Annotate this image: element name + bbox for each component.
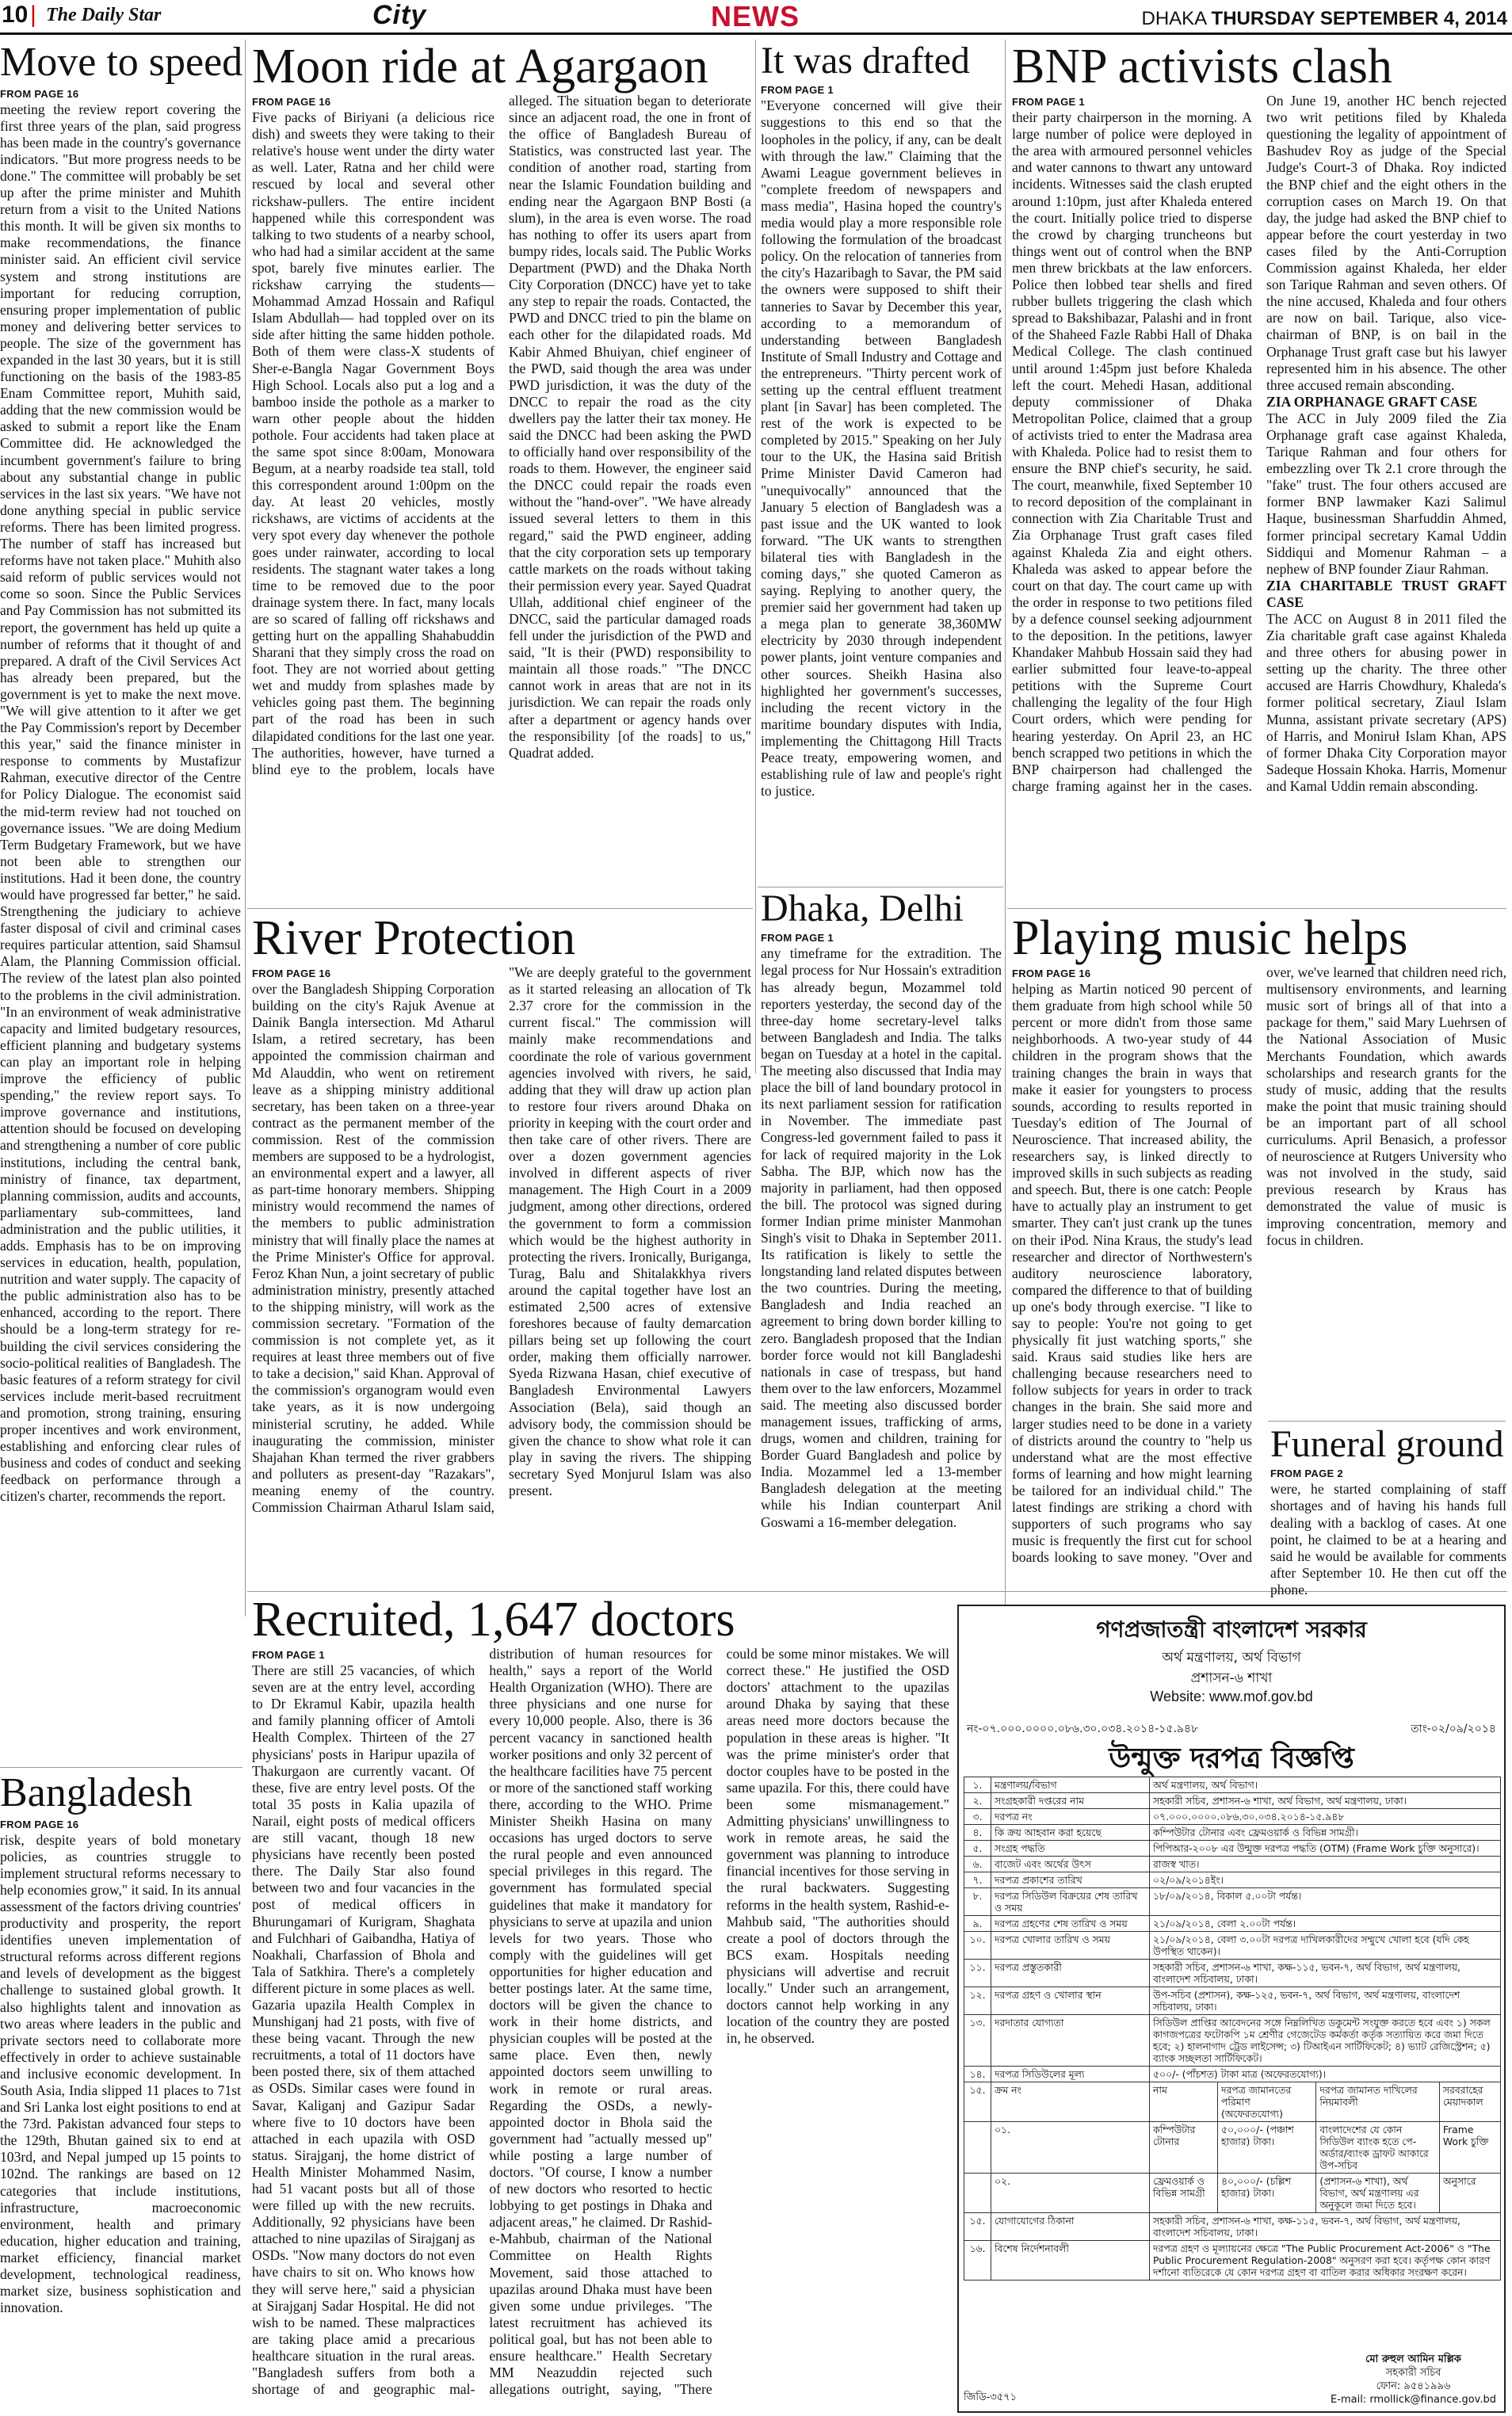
lot-name: ফ্রেমওয়ার্ক ও বিভিন্ন সামগ্রী	[1150, 2174, 1218, 2213]
row-label: দরপত্র প্রস্তুতকারী	[991, 1960, 1150, 1987]
dateline	[1141, 8, 1507, 30]
notice-row	[964, 1841, 1501, 1857]
story-text: over the Bangladesh Shipping Corporation building on the city's Rajuk Avenue at Dainik Bangla intersection. Md Atharul Islam, a retired secretary, has been appointed the commission chairman and Md Alauddin, who went on retirement leave as a shipping ministry additional secretary, has been taken on a three-year contract as the permanent member of the commission. Rest of the commission members are supposed to be a hydrologist, an environmental expert and a lawyer, all as part-time honorary members. Shipping ministry would recommend the names of the members to public administration ministry that will finally place the names at the Prime Minister's Office for approval. Feroz Khan Nun, a joint secretary of public administration ministry, presently attached to the shipping ministry, will work as the commission secretary. "Formation of the commission is not complete yet, as it requires at least three members out of five to take a decision," said Khan. Approval of the commission's organogram would even take years, as it is now undergoing ministerial scrutiny, he added. While inaugurating the commission, minister Shajahan Khan termed the river grabbers and polluters as present-day "Razakars", meaning enemy of the country. Commission Chairman Atharul Islam said, "We are deeply grateful to the government as it started releasing an allocation of Tk 2.37 crore for the commission in the current fiscal." The commission will mainly make recommendations and coordinate the role of various government agencies involved with rivers, he said, adding that they will draw up action plan to restore four rivers around Dhaka on priority in keeping with the court order and then take care of other rivers. There are over a dozen government agencies involved in different aspects of river management. The High Court in a 2009 judgment, among other directions, ordered the government to form a commission which would be the highest authority in protecting the rivers. Ironically, Buriganga, Turag, Balu and Shitalakkhya rivers around the capital together have lost an estimated 2,500 acres of extensive foreshores because of faulty demarcation pillars being set up following the court order, making them officially narrower. Syeda Rizwana Hasan, chief executive of Bangladesh Environmental Lawyers Association (Bela), said though an advisory body, the commission should be given the chance to show what role it can play in saving the rivers. The shipping secretary Syed Monjurul Islam was also present.	[252, 964, 751, 1515]
notice-row	[964, 2015, 1501, 2067]
jump-line: FROM PAGE 16	[252, 96, 331, 109]
lot-n: ০২.	[991, 2174, 1150, 2213]
story-divider	[1007, 908, 1506, 909]
notice-row	[964, 1857, 1501, 1872]
row-label: মন্ত্রণালয়/বিভাগ	[991, 1777, 1150, 1793]
notice-row	[964, 1932, 1501, 1960]
headline: Dhaka, Delhi	[761, 887, 964, 929]
signer-email: E-mail: rmollick@finance.gov.bd	[1331, 2394, 1496, 2406]
row-number: ১৪.	[964, 2067, 991, 2082]
lot-spacer	[964, 2174, 991, 2213]
row-number: ৩.	[964, 1809, 991, 1825]
row-label: দরপত্র সিডিউলের মূল্য	[991, 2067, 1150, 2082]
row-value: ২১/০৯/২০১৪, বেলা ৩.০০টা দরপত্র দাখিলকারীদের সম্মুখে খোলা হবে (যদি কেহ উপস্থিত থাকেন)।	[1150, 1932, 1501, 1960]
lots-header-cell: সরবরাহের মেয়াদকাল	[1439, 2082, 1500, 2122]
story-river-protection	[252, 913, 751, 1588]
row-value: ০২/০৯/২০১৪ইং।	[1150, 1872, 1501, 1888]
notice-row	[964, 1888, 1501, 1916]
notice-row	[964, 1777, 1501, 1793]
notice-row	[964, 2067, 1501, 2082]
category-label: NEWS	[711, 0, 800, 32]
row-number: ১৫.	[964, 2082, 991, 2122]
story-body: "Everyone concerned will give their suggestions to this end so that the loopholes in the policy, if any, can be dealt with through the law." Claiming that the Awami League government believes in "complete freedom of newspapers and mass media", Hasina hoped the country's media would play a more responsible role following the formulation of the broadcast policy. On the relocation of tanneries from the city's Hazaribagh to Savar, the PM said the owners were supposed to shift their tanneries to Savar by December this year, according to a memorandum of understanding between Bangladesh Institute of Small Industry and Cottage and the entrepreneurs. "Thirty percent work of setting up the central effluent treatment plant [in Savar] has been completed. The rest of the work is expected to be completed by 2015." Speaking on her July tour to the UK, the Hasina said British Prime Minister David Cameron had "unequivocally" announced that the January 5 election of Bangladesh was a past issue and the UK wanted to look forward. "The UK wants to strengthen bilateral ties with Bangladesh in the coming days," she quoted Cameron as saying. Replying to another query, the premier said her government had taken up a mega plan to generate 38,360MW electricity by 2030 through independent power plants, joint venture companies and other sources. Sheikh Hasina also highlighted her government's successes, including the recent victory in the maritime boundary disputes with India, implementing the Chittagong Hill Tracts Peace treaty, empowering women, and establishing rule of law and people's right to justice.	[761, 97, 1002, 800]
headline: Move to speed	[0, 40, 243, 85]
subhead: ZIA CHARITABLE TRUST GRAFT CASE	[1266, 577, 1506, 610]
story-it-was-drafted	[761, 41, 1002, 884]
story-body	[252, 1646, 949, 2406]
notice-date: তাং-০২/০৯/২০১৪	[1411, 1723, 1496, 1735]
headline: It was drafted	[761, 40, 970, 82]
story-move-to-speed	[0, 41, 241, 1765]
story-bnp-clash	[1012, 41, 1506, 905]
tender-notice-ad	[957, 1605, 1506, 2413]
column-rule	[245, 40, 246, 1616]
row-number: ১০.	[964, 1932, 991, 1960]
lot-amount: ৪০,০০০/- (চল্লিশ হাজার) টাকা।	[1217, 2174, 1315, 2213]
dateline-city: DHAKA	[1141, 8, 1206, 29]
row-label: দরদাতার যোগ্যতা	[991, 2015, 1150, 2067]
story-body	[1012, 93, 1506, 893]
notice-row	[964, 1987, 1501, 2015]
lot-spacer	[964, 2122, 991, 2174]
lot-rule: বাংলাদেশের যে কোন সিডিউল ব্যাংক হতে পে-অর্ডার/ব্যাংক ড্রাফট আকারে উপ-সচিব	[1316, 2122, 1440, 2174]
column-rule	[755, 40, 756, 1074]
signer-name: মো রুহুল আমিন মল্লিক	[1365, 2353, 1461, 2365]
story-dhaka-delhi	[761, 889, 1002, 1588]
dateline-date: THURSDAY SEPTEMBER 4, 2014	[1211, 8, 1507, 29]
story-body: were, he started complaining of staff shortages and of having his hands full dealing with a backlog of cases. At one point, he claimed to be at a hearing and said he would be available for comments after September 10. He then cut off the phone.	[1270, 1481, 1506, 1597]
story-body: risk, despite years of bold monetary policies, as countries struggle to implement structural reforms necessary to help economies grow," it said. In its annual assessment of the factors driving countries' productivity and prosperity, the report identifies uneven implementation of structural reforms across different regions and levels of development as the biggest challenge to sustained global growth. It also highlights talent and innovation as two areas where leaders in the public and private sectors need to collaborate more effectively in order to achieve sustainable and inclusive economic development. In South Asia, India slipped 11 places to 71st and Sri Lanka lost eight positions to end at the 73rd. Pakistan advanced four steps to the 129th, Bhutan gained six to end at 103rd, and Nepal jumped up 15 points to 102nd. The rankings are based on 12 categories that include institutions, infrastructure, macroeconomic environment, health and primary education, higher education and training, market efficiency, financial market development, technological readiness, market size, business sophistication and innovation.	[0, 1831, 241, 2316]
lot-n: ০১.	[991, 2122, 1150, 2174]
row-label: দরপত্র নং	[991, 1809, 1150, 1825]
row-number: ২.	[964, 1793, 991, 1809]
notice-table	[964, 1777, 1501, 2281]
signer-title: সহকারী সচিব	[1385, 2367, 1441, 2379]
row-label: সংগ্রহ পদ্ধতি	[991, 1841, 1150, 1857]
column-rule	[1005, 40, 1006, 1616]
row-label: বিশেষ নির্দেশনাবলী	[991, 2241, 1150, 2281]
jump-line: FROM PAGE 16	[252, 968, 331, 980]
story-text: Five packs of Biriyani (a delicious rice dish) and sweets they were taking to their relative's house went under the dirty water as well. Later, Ratna and her child were rescued by local and several other rickshaw-pullers. The entire incident happened while this correspondent was talking to two students of a nearby school, who had had a similar accident at the same spot, barely five minutes earlier. The rickshaw carrying the students—Mohammad Amzad Hossain and Rafiqul Islam Abdullah— had toppled over on its side after hitting the same hidden pothole. Both of them were class-X students of Sher-e-Bangla Nagar Government Boys High School. Locals also put a log and a bamboo inside the pothole as a marker to warn other people about the hidden pothole. Four accidents had taken place at the same spot since 8:00am, Monowara Begum, at a nearby roadside tea stall, told this correspondent around 1:00pm on the day. At least 20 vehicles, mostly rickshaws, are victims of accidents at the very spot every day whenever the pothole goes under rainwater, according to local residents. The stagnant water takes a long time to be removed due to the poor drainage system there. In fact, many locals are so scared of falling off rickshaws and getting hurt on the appalling Shahabuddin Sharani that they simply cross the road on foot. They are not worried about getting wet and muddy from splashes made by vehicles going past them. The beginning part of the road has been in such dilapidated conditions for the last one year. The authorities, however, have turned a blind eye to the problem, locals have alleged. The situation began to deteriorate since an adjacent road, the one in front of the office of Bangladesh Bureau of Statistics, was constructed last year. The condition of another road, starting from near the Islamic Foundation building and ending near the Agargaon BNP Bosti (a slum), in the area is even worse. The road has nothing to offer its users apart from bumpy rides, locals said. The Public Works Department (PWD) and the Dhaka North City Corporation (DNCC) have yet to take any step to repair the roads. Contacted, the PWD and DNCC tried to pin the blame on each other for the dilapidated roads. Md Kabir Ahmed Bhuiyan, chief engineer of the PWD, said though the area was under PWD jurisdiction, it was the duty of the DNCC to repair the road as the city dwellers pay the latter their tax money. He said the DNCC had been asking the PWD to officially hand over responsibility of the roads to them. However, the engineer said the DNCC could repair the roads even without the "hand-over". "We have already issued several letters to them in this regard," said the PWD engineer, adding that the city corporation sets up temporary cattle markets on the roads without taking their permission every year. Sayed Quadrat Ullah, additional chief engineer of the DNCC, said the particular damaged roads fell under the jurisdiction of the PWD and said, "It is their (PWD) responsibility to maintain all those roads." "The DNCC cannot work in areas that are not in its jurisdiction. We can repair the roads only after a department or agency hands over the responsibility [of the roads] to us," Quadrat added.	[252, 93, 751, 777]
page-number: 10	[2, 2, 29, 28]
signer-phone: ফোন: ৯৫৪১৯৯৬	[1376, 2380, 1451, 2392]
row-value: অর্থ মন্ত্রণালয়, অর্থ বিভাগ।	[1150, 1777, 1501, 1793]
lot-rule: (প্রশাসন-৬ শাখা), অর্থ বিভাগ, অর্থ মন্ত্রণালয় এর অনুকূলে জমা দিতে হবে।	[1316, 2174, 1440, 2213]
jump-line: FROM PAGE 1	[761, 84, 834, 97]
subhead: ZIA ORPHANAGE GRAFT CASE	[1266, 393, 1478, 410]
story-text: their party chairperson in the morning. A large number of police were deployed in the area with armoured personnel vehicles and water cannons to thwart any untoward incidents. Witnesses said the clash erupted around 1:10pm, just after Khaleda entered the court. Initially police tried to disperse the crowd by charging truncheons but things went out of control when the BNP men threw brickbats at the law enforcers. Police then lobbed tear shells and fired rubber bullets triggering the clash which spread to Bakshibazar, Palashi and in front of the Shaheed Fazle Rabbi Hall of Dhaka Medical College. The clash continued until around 1:45pm just before Khaleda left the court. Mehedi Hasan, additional deputy commissioner of Dhaka Metropolitan Police, claimed that a group of activists tried to enter the Madrasa area with Khaleda. Police had to resist them to ensure the BNP chief's security, he said. The court, meanwhile, fixed September 10 to record deposition of the complainant in connection with Zia Charitable Trust and Zia Orphanage Trust graft cases filed against Khaleda Zia and eight others. Khaleda was asked to appear before the court on that day. The court came up with the order in response to two petitions filed by a defence counsel seeking adjournment to the deposition. In the petitions, lawyer Khandaker Mahbub Hossain said they had earlier submitted four leave-to-appeal petitions with the Supreme Court challenging the legality of the four High Court orders, which were pending for hearing yesterday. On April 23, an HC bench scrapped two petitions in which the BNP chairperson had challenged the charge framing against her in the cases. On June 19, another HC bench rejected two writ petitions filed by Khaleda questioning the legality of appointment of Bashudev Roy as judge of the Special Judge's Court-3 of Dhaka. Roy indicted the BNP chief and the eight others in the corruption cases on March 19. On that day, the judge had asked the BNP chief to appear before the court yesterday in two cases filed by the Anti-Corruption Commission against Khaleda, her elder son Tarique Rahman and seven others. Of the nine accused, Khaleda and four others are now on bail. Tarique, also vice-chairman of BNP, is on bail in the Orphanage Trust graft case but his lawyer represented him in his absence. The other three accused remain absconding.	[1012, 93, 1506, 794]
row-value: কম্পিউটার টোনার এবং ফ্রেমওয়ার্ক ও বিভিন্ন সামগ্রী।	[1150, 1825, 1501, 1841]
story-funeral-ground	[1270, 1423, 1506, 1597]
row-value: ২১/০৯/২০১৪, বেলা ২.০০টা পর্যন্ত।	[1150, 1916, 1501, 1932]
row-number: ১৬.	[964, 2241, 991, 2281]
notice-branch: প্রশাসন-৬ শাখা	[1190, 1670, 1273, 1686]
row-number: ৮.	[964, 1888, 991, 1916]
notice-row	[964, 1793, 1501, 1809]
lots-header-cell: দরপত্র জামানত দাখিলের নিয়মাবলী	[1316, 2082, 1440, 2122]
story-text: The ACC in July 2009 filed the Zia Orphanage graft case against Khaleda, Tarique Rahman and four others for embezzling over Tk 2.1 crore through the "fake" trust. The four others accused are former BNP lawmaker Kazi Salimul Haque, businessman Sharfuddin Ahmed, former principal secretary Kamal Uddin Siddiqui and Momenur Rahman – a nephew of BNP founder Ziaur Rahman.	[1266, 410, 1506, 577]
story-body: any timeframe for the extradition. The legal process for Nur Hossain's extradition has already begun, Mozammel told reporters yesterday, the second day of the three-day home secretary-level talks between Bangladesh and India. The talks began on Tuesday at a hotel in the capital. The meeting also discussed that India may place the bill of land boundary protocol in its next parliament session for ratification in November. The immediate past Congress-led government failed to pass it for lack of required majority in the Lok Sabha. The BJP, which now has the majority in parliament, had then opposed the bill. The protocol was signed during former Indian prime minister Manmohan Singh's visit to Dhaka in September 2011. Its ratification is likely to settle the longstanding land related disputes between the two countries. During the meeting, Bangladesh and India reached an agreement to bring down border killing to zero. Bangladesh proposed that the Indian border force would not kill Bangladeshi nationals in case of trespass, but hand them over to the law enforcers, Mozammel said. The meeting also discussed border management issues, trafficking of arms, drugs, women and children, training for Border Guard Bangladesh and police by India. Mozammel led a 13-member Bangladesh delegation at the meeting while his Indian counterpart Anil Goswami a 16-member delegation.	[761, 945, 1002, 1530]
jump-line: FROM PAGE 16	[1012, 968, 1091, 980]
row-label: দরপত্র সিডিউল বিক্রয়ের শেষ তারিখ ও সময়	[991, 1888, 1150, 1916]
jump-line: FROM PAGE 1	[761, 932, 834, 945]
story-text: helping as Martin noticed 90 percent of them graduate from high school while 50 percent or more didn't from those same neighborhoods. A two-year study of 44 children in the program shows that the training changes the brain in ways that make it easier for youngsters to process sounds, according to results reported in Tuesday's edition of The Journal of Neuroscience. That increased ability, the researchers say, is linked directly to improved skills in such subjects as reading and speech. But, there is one catch: People have to actually play an instrument to get smarter. They can't just crank up the tunes on their iPod. Nina Kraus, the study's lead researcher and director of Northwestern's auditory neuroscience laboratory, compared the difference to that of building up one's body through exercise. "I like to say to people: You're not going to get physically fit just watching sports," she said. Kraus said studies like hers are challenging because researchers need to follow subjects for years in order to track changes in the brain. She said more and larger studies need to be done in a variety of districts around the country to "help us understand what are the most effective forms of learning and how might learning be tailored for an individual child." The latest findings are striking a chord with supporters of such programs who say music is frequently the first cut for school boards looking to save money. "Over and over, we've learned that children need rich, multisensory environments, and learning music sort of brings all of that into a package for them," said Mary Luehrsen of the National Association of Music Merchants Foundation, which awards scholarships and research grants for the study of music, adding that the results make the point that music training should be an important part of all school curriculums. April Benasich, a professor of neuroscience at Rutgers University who was not involved in the study, said previous research by Kraus has demonstrated the value of music is improving concentration, memory and focus in children.	[1012, 964, 1506, 1566]
row-number: ৭.	[964, 1872, 991, 1888]
row-label: সংগ্রহকারী দপ্তরের নাম	[991, 1793, 1150, 1809]
row-number: ১১.	[964, 1960, 991, 1987]
page-number-separator: |	[30, 2, 36, 28]
row-value: উপ-সচিব (প্রশাসন), কক্ষ-১২৫, ভবন-৭, অর্থ বিভাগ, অর্থ মন্ত্রণালয়, বাংলাদেশ সচিবালয়, ঢাকা।	[1150, 1987, 1501, 2015]
page-masthead	[0, 0, 1512, 35]
lot-name: কম্পিউটার টোনার	[1150, 2122, 1218, 2174]
notice-signature-block	[1331, 2353, 1496, 2406]
story-body: meeting the review report covering the first three years of the plan, said progress has been made in the country's governance indicators. "But more progress needs to be done." The committee will probably be set up after the prime minister and Muhith return from a visit to the United Nations this month. It will be given six months to make recommendations, the finance minister said. An efficient civil service system and strong institutions are important for reducing corruption, ensuring proper implementation of public money and delivering better services to people. The size of the government has expanded in the last 30 years, but it is still functioning on the basis of the 1983-85 Enam Committee report, Muhith said, adding that the new commission would be asked to submit a report like the Enam Committee did. He acknowledged the incumbent government's failure to bring about any substantial change in public services in the last six years. "We have not done anything special in public service reforms. There has been limited progress. The number of staff has increased but reforms have not taken place." Muhith also said reform of public services would not come so soon. Since the Public Services and Pay Commission has not submitted its report, the government has held up quite a number of reforms that it thought of and prepared. A draft of the Civil Services Act has already been prepared, but the government is yet to make the next move. "We will give attention to it after we get the Pay Commission's report by December this year," said the finance minister in response to comments by Mustafizur Rahman, executive director of the Centre for Policy Dialogue. The economist said the mid-term review had not touched on governance issues. "We are doing Medium Term Budgetary Framework, but we have not been able to strengthen our institutions. Had it been done, the country would have progressed far better," he said. Strengthening the judiciary to achieve faster disposal of civil and criminal cases requires particular attention, said Shamsul Alam, the Planning Commission official. The review of the latest plan also pointed to the problems in the civil administration. "In an environment of weak administrative capacity and limited budgetary resources, efficient planning and budgetary systems can play an important role in helping improve the efficiency of public spending," the review report says. To improve governance and institutions, attention should be focused on developing and strengthening a number of core public institutions, including the central bank, ministry of finance, tax department, planning commission, audits and accounts, parliamentary sub-committees, land administration and the public utilities, it adds. Emphasis has to be on improving services in education, health, population, nutrition and water supply. The capacity of the public administration also has to be enhanced, according to the report. There should be a long-term strategy for re-building the civil services considering the socio-political realities of Bangladesh. The basic features of a reform strategy for civil services include merit-based recruitment and promotion, strong training, ensuring proper incentives and work environment, establishing and enforcing clear rules of business and codes of conduct and seeking feedback on performance through a citizen's charter, recommends the report.	[0, 101, 241, 1505]
row-label: কি ক্রয় আহবান করা হয়েছে	[991, 1825, 1150, 1841]
row-number: ১৩.	[964, 2015, 991, 2067]
story-recruited-doctors	[252, 1594, 949, 2414]
story-divider	[0, 1767, 242, 1768]
notice-row	[964, 1825, 1501, 1841]
lot-term: অনুসারে	[1439, 2174, 1500, 2213]
headline: Playing music helps	[1012, 911, 1408, 965]
lots-header-row	[964, 2082, 1501, 2122]
row-number: ১২.	[964, 1987, 991, 2015]
story-body	[252, 93, 751, 893]
lot-term: Frame Work চুক্তি	[1439, 2122, 1500, 2174]
lots-header-cell: দরপত্র জামানতের পরিমাণ (অফেরতযোগ্য)	[1217, 2082, 1315, 2122]
row-number: ৪.	[964, 1825, 991, 1841]
notice-row	[964, 1872, 1501, 1888]
headline: Recruited, 1,647 doctors	[252, 1593, 735, 1647]
row-number: ১৫.	[964, 2213, 991, 2241]
notice-govt-title: গণপ্রজাতন্ত্রী বাংলাদেশ সরকার	[1096, 1616, 1367, 1643]
story-text: The ACC on August 8 in 2011 filed the Zia charitable graft case against Khaleda and three others for abusing power in setting up the charity. The three other accused are Harris Chowdhury, Khaleda's former political secretary, Ziaul Islam Munna, assistant private secretary (APS) of Harris, and Moniruł Islam Khan, APS of former Dhaka City Corporation mayor Sadeque Hossain Khoka. Harris, Momenur and Kamal Uddin remain absconding.	[1266, 611, 1506, 794]
row-value: সহকারী সচিব, প্রশাসন-৬ শাখা, অর্থ বিভাগ, অর্থ মন্ত্রণালয়, ঢাকা।	[1150, 1793, 1501, 1809]
section-label: City	[372, 0, 427, 30]
row-value: রাজস্ব খাত।	[1150, 1857, 1501, 1872]
notice-row	[964, 2213, 1501, 2241]
notice-dfp-code: জিডি-৩৫৭১	[964, 2391, 1018, 2403]
notice-row	[964, 1916, 1501, 1932]
notice-ministry: অর্থ মন্ত্রণালয়, অর্থ বিভাগ	[1162, 1650, 1301, 1666]
story-body	[252, 964, 751, 1578]
row-value: সহকারী সচিব, প্রশাসন-৬ শাখা, কক্ষ-১১৫, ভবন-৭, অর্থ বিভাগ, অর্থ মন্ত্রণালয়, বাংলাদেশ সচিবালয়, ঢাকা।	[1150, 1960, 1501, 1987]
jump-line: FROM PAGE 2	[1270, 1468, 1343, 1480]
row-value: সহকারী সচিব, প্রশাসন-৬ শাখা, কক্ষ-১১৫, ভবন-৭, অর্থ বিভাগ, অর্থ মন্ত্রণালয়, বাংলাদেশ সচিবালয়, ঢাকা।	[1150, 2213, 1501, 2241]
notice-title: উন্মুক্ত দরপত্র বিজ্ঞপ্তি	[1109, 1742, 1354, 1775]
row-value: পিপিআর-২০০৮ এর উন্মুক্ত দরপত্র পদ্ধতি (OTM) (Frame Work চুক্তি অনুসারে)।	[1150, 1841, 1501, 1857]
lots-header-cell: ক্রম নং	[991, 2082, 1150, 2122]
headline: River Protection	[252, 911, 576, 965]
row-number: ১.	[964, 1777, 991, 1793]
jump-line: FROM PAGE 16	[0, 1818, 79, 1830]
row-value: ১৮/০৯/২০১৪, বিকাল ৫.০০টা পর্যন্ত।	[1150, 1888, 1501, 1916]
row-value: সিডিউল প্রাপ্তির আবেদনের সঙ্গে নিম্নলিখিত ডকুমেন্ট সংযুক্ত করতে হবে এবং ১) সকল কাগজপত্রের ফটোকপি ১ম শ্রেণীর গেজেটেড কর্মকর্তা কর্তৃক সত্যায়িত করে জমা দিতে হবে; ২) হালনাগাদ ট্রেড লাইসেন্স; ৩) টিআইএন সার্টিফিকেট; ৪) ভ্যাট রেজিস্ট্রেশন; ৫) ব্যাংক সচ্ছলতা সার্টিফিকেট।	[1150, 2015, 1501, 2067]
row-value: ৫০০/- (পাঁচশত) টাকা মাত্র (অফেরতযোগ্য)।	[1150, 2067, 1501, 2082]
notice-website: Website: www.mof.gov.bd	[1150, 1689, 1313, 1704]
story-divider	[247, 908, 753, 909]
story-text: There are still 25 vacancies, of which seven are at the entry level, according to Dr Ekramul Kabir, upazila health and family planning officer of Amtoli Health Complex. Thirteen of the 27 physicians' posts in Haripur upazila of Thakurgaon are currently vacant. Of these, five are entry level posts. Of the total 35 posts in Kalia upazila of Narail, eight posts of medical officers are still vacant, though 18 new physicians have recently been posted there. The Daily Star also found between two and four vacancies in the post of medical officers in Bhurungamari of Kurigram, Shaghata and Fulchhari of Gaibandha, Hatiya of Noakhali, Charfassion of Bhola and Tala of Satkhira. There's a completely different picture in some places as well. Gazaria upazila Health Complex in Munshiganj had 21 posts, with five of these being vacant. Through the new recruitments, a total of 11 doctors have been posted there, six of them attached as OSDs. Similar cases were found in Savar, Kaliganj and Gazipur Sadar where five to 10 doctors have been attached in each upazila with OSD status. Sirajganj, the home district of Health Minister Mohammed Nasim, had 51 vacant posts but all of those were filled up with the new recruits. Additionally, 92 physicians have been attached to nine upazilas of Sirajganj as OSDs. "Now many doctors do not even have chairs to sit on. Who knows how they will serve here," said a physician at Sirajganj Sadar Hospital. He did not wish to be named. These malpractices are taking place amid a precarious healthcare situation in the rural areas. "Bangladesh suffers from both a shortage of and geographic mal-distribution of human resources for health," says a report of the World Health Organization (WHO). There are three physicians and one nurse for every 10,000 people. Also, there is 36 percent vacancy in sanctioned health worker positions and only 32 percent of the healthcare facilities have 75 percent or more of the sanctioned staff working there, according to the WHO. Prime Minister Sheikh Hasina on many occasions has urged doctors to serve the rural people and even announced special privileges in this regard. The government has formulated special guidelines that make it mandatory for physicians to serve at upazila and union levels for two years. Those who comply with the guidelines will get opportunities for higher education and better postings later. At the same time, doctors will be given the chance to work in their home districts, and physician couples will be posted at the same place. Even then, newly appointed doctors seem unwilling to work in remote or rural areas. Regarding the OSDs, a newly-appointed doctor in Bhola said the government had "actually messed up" while posting a large number of doctors. "Of course, I know a number of new doctors who resorted to hectic lobbying to get postings in Dhaka and adjacent areas," he claimed. Dr Rashid-e-Mahbub, chairman of the National Committee on Health Rights Movement, said those attached to upazilas around Dhaka must have been given some undue privileges. "The latest recruitment has achieved its political goal, but has not been able to ensure healthcare." Health Secretary MM Neazuddin rejected such allegations outright, saying, "There could be some minor mistakes. We will correct these." He justified the OSD doctors' attachment to the upazilas around Dhaka by saying that these areas need more doctors because the population in these areas is higher. "It was the prime minister's order that doctor couples have to be posted in the same upazila. For this, there could have been some mismanagement." Admitting physicians' unwillingness to work in remote areas, he said the government was planning to introduce financial incentives for those serving in the rural backwaters. Suggesting reforms in the health system, Rashid-e-Mahbub said, "The authorities should create a pool of doctors through the BCS exam. Hospitals needing physicians will advertise and recruit locally." Under such an arrangement, doctors cannot help working in any location of the country they are posted in, he observed.	[252, 1646, 949, 2398]
headline: BNP activists clash	[1012, 40, 1392, 94]
row-number: ৯.	[964, 1916, 991, 1932]
newspaper-name: The Daily Star	[46, 5, 162, 25]
row-label: দরপত্র খোলার তারিখ ও সময়	[991, 1932, 1150, 1960]
headline: Bangladesh	[0, 1770, 193, 1815]
notice-memo-number: নং-০৭.০০০.০০০০.০৮৬.৩০.০৩৪.২০১৪-১৫.৯৪৮	[967, 1723, 1199, 1735]
row-label: দরপত্র প্রকাশের তারিখ	[991, 1872, 1150, 1888]
jump-line: FROM PAGE 16	[0, 87, 79, 100]
row-value: ০৭.০০০.০০০০.০৮৬.৩০.০৩৪.২০১৪-১৫.৯৪৮	[1150, 1809, 1501, 1825]
row-number: ৬.	[964, 1857, 991, 1872]
row-label: দরপত্র গ্রহণ ও খোলার স্থান	[991, 1987, 1150, 2015]
row-number: ৫.	[964, 1841, 991, 1857]
lot-row	[964, 2174, 1501, 2213]
headline: Funeral ground	[1270, 1423, 1504, 1465]
headline: Moon ride at Agargaon	[252, 40, 708, 94]
story-moon-ride	[252, 41, 751, 905]
notice-row	[964, 2241, 1501, 2281]
notice-row	[964, 1809, 1501, 1825]
row-value: দরপত্র গ্রহণ ও মূল্যায়নের ক্ষেত্রে "The Public Procurement Act-2006" ও "The Public Procurement Regulation-2008" অনুসরণ করা হবে। কর্তৃপক্ষ কোন কারণ দর্শানো ব্যতিরেকে যে কোন দরপত্র গ্রহণ বা বাতিল করার অধিকার সংরক্ষণ করেন।	[1150, 2241, 1501, 2281]
story-bangladesh	[0, 1772, 241, 2414]
jump-line: FROM PAGE 1	[252, 1649, 325, 1662]
row-label: বাজেট এবং অর্থের উৎস	[991, 1857, 1150, 1872]
jump-line: FROM PAGE 1	[1012, 96, 1085, 109]
lot-row	[964, 2122, 1501, 2174]
lots-header-cell: নাম	[1150, 2082, 1218, 2122]
lot-amount: ৫০,০০০/- (পঞ্চাশ হাজার) টাকা।	[1217, 2122, 1315, 2174]
row-label: যোগাযোগের ঠিকানা	[991, 2213, 1150, 2241]
row-label: দরপত্র গ্রহণের শেষ তারিখ ও সময়	[991, 1916, 1150, 1932]
notice-row	[964, 1960, 1501, 1987]
